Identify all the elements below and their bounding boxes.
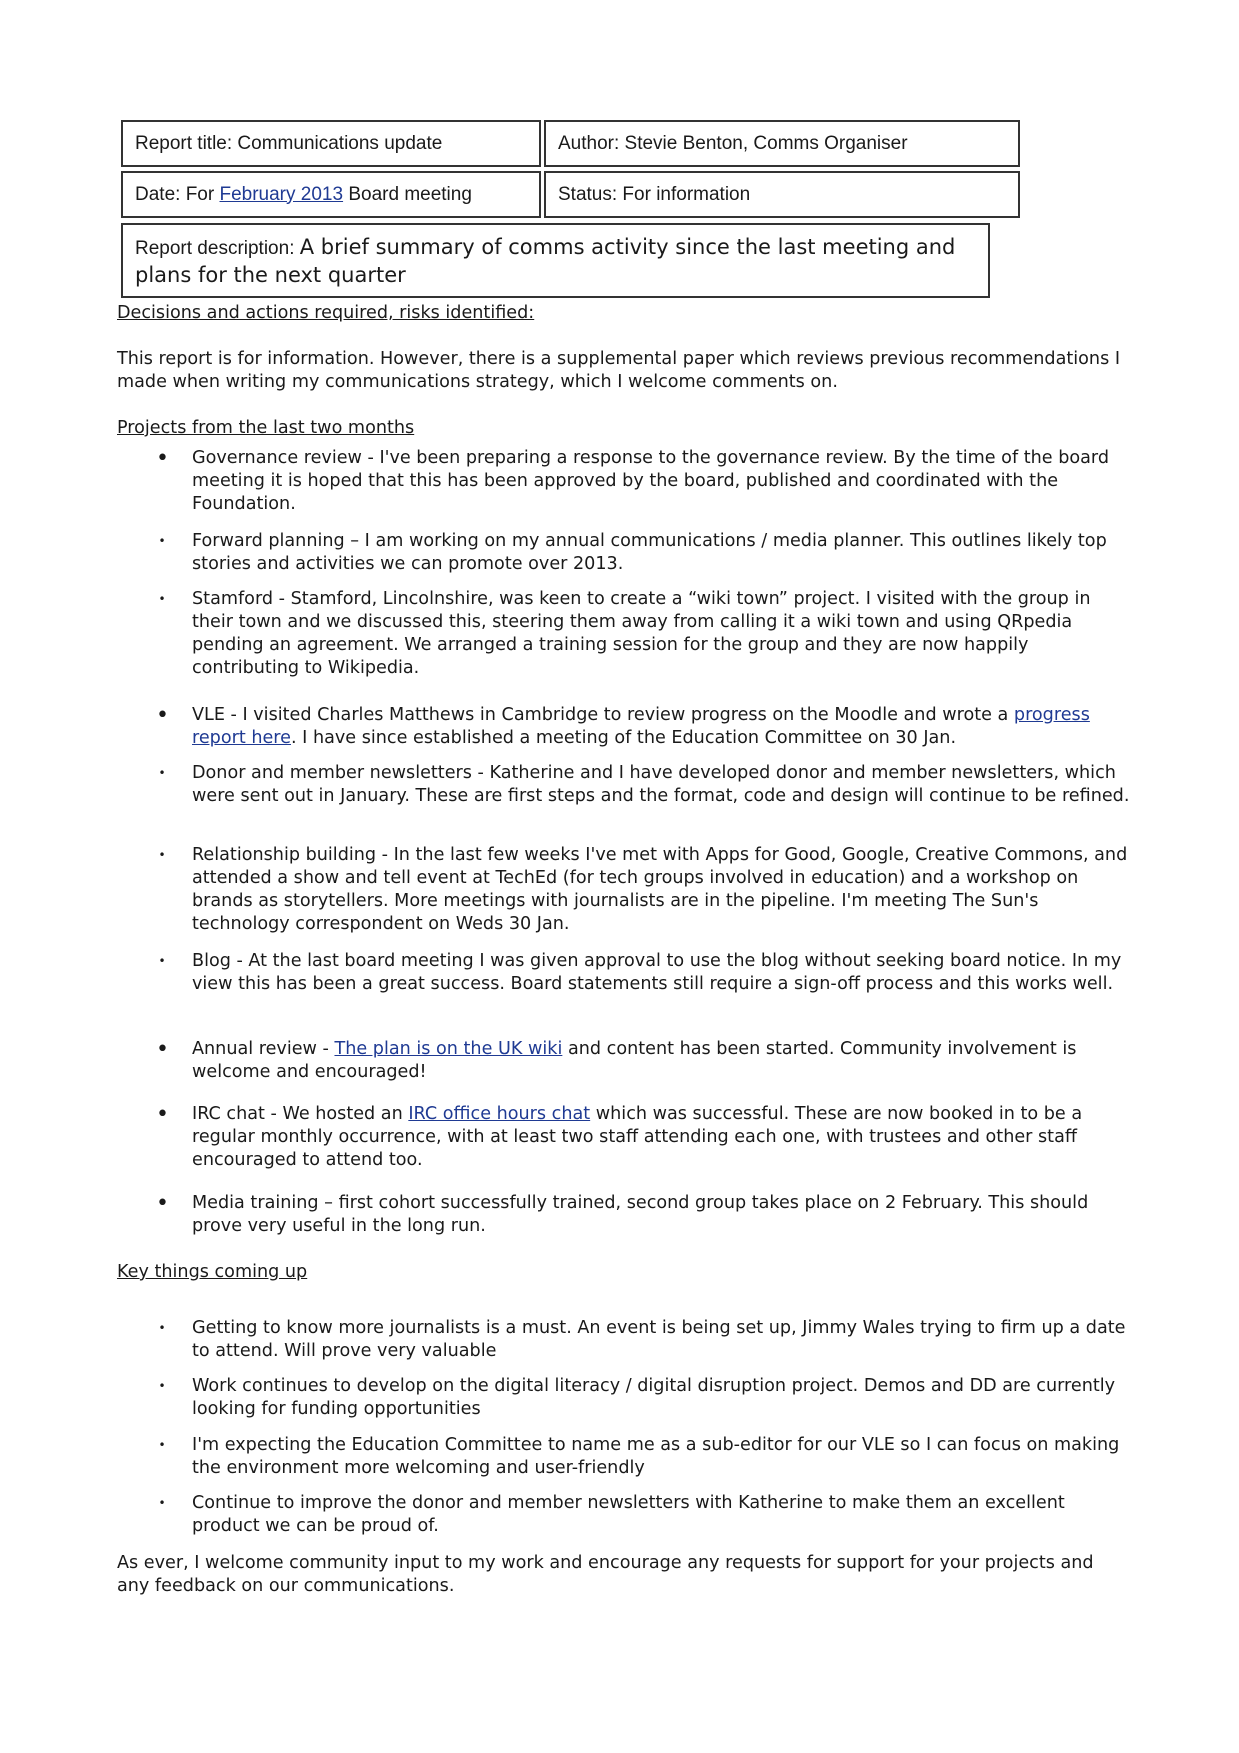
list-item-text: Getting to know more journalists is a must. An event is being set up, Jimmy Wales trying to firm up a date to attend. Will prove very valuable (192, 1318, 1126, 1361)
bullet-icon: • (158, 1321, 166, 1335)
list-item (156, 1102, 1132, 1172)
bullet-icon: • (156, 446, 169, 471)
bullet-icon: • (158, 534, 166, 548)
list-item-text: . I have since established a meeting of the Education Committee on 30 Jan. (290, 728, 957, 748)
decisions-heading: Decisions and actions required, risks identified: (117, 303, 535, 323)
list-item-text: I'm expecting the Education Committee to name me as a sub-editor for our VLE so I can focus on making the environment more welcoming and user-friendly (192, 1435, 1120, 1478)
list-item (158, 950, 1132, 996)
report-description (135, 234, 976, 290)
report-title-cell (121, 120, 541, 167)
bullet-icon: • (156, 703, 169, 728)
list-item (158, 844, 1132, 936)
report-date (135, 184, 472, 206)
bullet-icon: • (158, 1438, 166, 1452)
list-item-text: Work continues to develop on the digital literacy / digital disruption project. Demos and DD are currently looking for funding opportunities (192, 1376, 1116, 1419)
bullet-icon: • (158, 848, 166, 862)
intro-paragraph: This report is for information. However, there is a supplemental paper which reviews previous recommendations I made when writing my communications strategy, which I welcome comments on. (117, 349, 1121, 392)
list-item-text: Annual review - (192, 1039, 335, 1059)
list-item-text: VLE - I visited Charles Matthews in Cambridge to review progress on the Moodle and wrote a (192, 705, 1014, 725)
bullet-icon: • (156, 1037, 169, 1062)
report-status: Status: For information (558, 183, 751, 205)
date-link[interactable]: February 2013 (219, 183, 344, 205)
list-item-text: IRC chat - We hosted an (192, 1104, 409, 1124)
status-cell (544, 171, 1020, 218)
progress-report-link[interactable]: progress report here (192, 705, 1090, 748)
list-item-text: Donor and member newsletters - Katherine and I have developed donor and member newsletters, which were sent out in January. These are first steps and the format, code and design will continue to be refined. (192, 763, 1130, 806)
list-item (156, 1191, 1132, 1238)
list-item (156, 446, 1132, 516)
bullet-icon: • (158, 592, 166, 606)
bullet-icon: • (156, 1191, 169, 1216)
date-suffix: Board meeting (343, 183, 472, 205)
list-item-text: which was successful. These are now booked in to be a regular monthly occurrence, with at least two staff attending each one, with trustees and other staff encouraged to attend too. (192, 1104, 1083, 1170)
projects-heading: Projects from the last two months (117, 418, 415, 438)
list-item (158, 530, 1132, 576)
list-item-text: Governance review - I've been preparing a response to the governance review. By the time of the board meeting it is hoped that this has been approved by the board, published and coordinated with the Foundation. (192, 448, 1110, 514)
list-item-text: Media training – first cohort successfully trained, second group takes place on 2 February. This should prove very useful in the long run. (192, 1193, 1089, 1236)
date-prefix: Date: For (135, 183, 220, 205)
bullet-icon: • (158, 766, 166, 780)
list-item (158, 588, 1132, 680)
bullet-icon: • (158, 954, 166, 968)
list-item (158, 1492, 1132, 1538)
author-cell (544, 120, 1020, 167)
list-item (158, 762, 1132, 808)
date-cell (121, 171, 541, 218)
closing-paragraph: As ever, I welcome community input to my work and encourage any requests for support for your projects and any feedback on our communications. (117, 1553, 1094, 1596)
list-item (158, 1434, 1132, 1480)
bullet-icon: • (158, 1379, 166, 1393)
list-item (156, 703, 1132, 750)
report-author: Author: Stevie Benton, Comms Organiser (558, 132, 908, 154)
list-item (156, 1037, 1132, 1084)
key-things-heading: Key things coming up (117, 1262, 308, 1282)
bullet-icon: • (158, 1496, 166, 1510)
report-title: Report title: Communications update (135, 132, 443, 154)
irc-chat-link[interactable]: IRC office hours chat (408, 1104, 591, 1124)
list-item-text: Forward planning – I am working on my annual communications / media planner. This outlines likely top stories and activities we can promote over 2013. (192, 531, 1107, 574)
list-item-text: Continue to improve the donor and member newsletters with Katherine to make them an excellent product we can be proud of. (192, 1493, 1065, 1536)
description-cell (121, 223, 990, 298)
uk-wiki-plan-link[interactable]: The plan is on the UK wiki (334, 1039, 563, 1059)
list-item-text: Stamford - Stamford, Lincolnshire, was keen to create a “wiki town” project. I visited with the group in their town and we discussed this, steering them away from calling it a wiki town and using QRpedia pending an agreement. We arranged a training session for the group and they are now happily contributing to Wikipedia. (192, 589, 1091, 678)
list-item (158, 1375, 1132, 1421)
bullet-icon: • (156, 1102, 169, 1127)
list-item-text: and content has been started. Community involvement is welcome and encouraged! (192, 1039, 1077, 1082)
list-item (158, 1317, 1132, 1363)
list-item-text: Blog - At the last board meeting I was given approval to use the blog without seeking board notice. In my view this has been a great success. Board statements still require a sign-off process and this works well. (192, 951, 1122, 994)
description-label: Report description: (135, 238, 300, 259)
description-text: A brief summary of comms activity since the last meeting and plans for the next quarter (135, 235, 956, 287)
list-item-text: Relationship building - In the last few weeks I've met with Apps for Good, Google, Creative Commons, and attended a show and tell event at TechEd (for tech groups involved in education) and a workshop on brands as storytellers. More meetings with journalists are in the pipeline. I'm meeting The Sun's technology correspondent on Weds 30 Jan. (192, 845, 1128, 934)
